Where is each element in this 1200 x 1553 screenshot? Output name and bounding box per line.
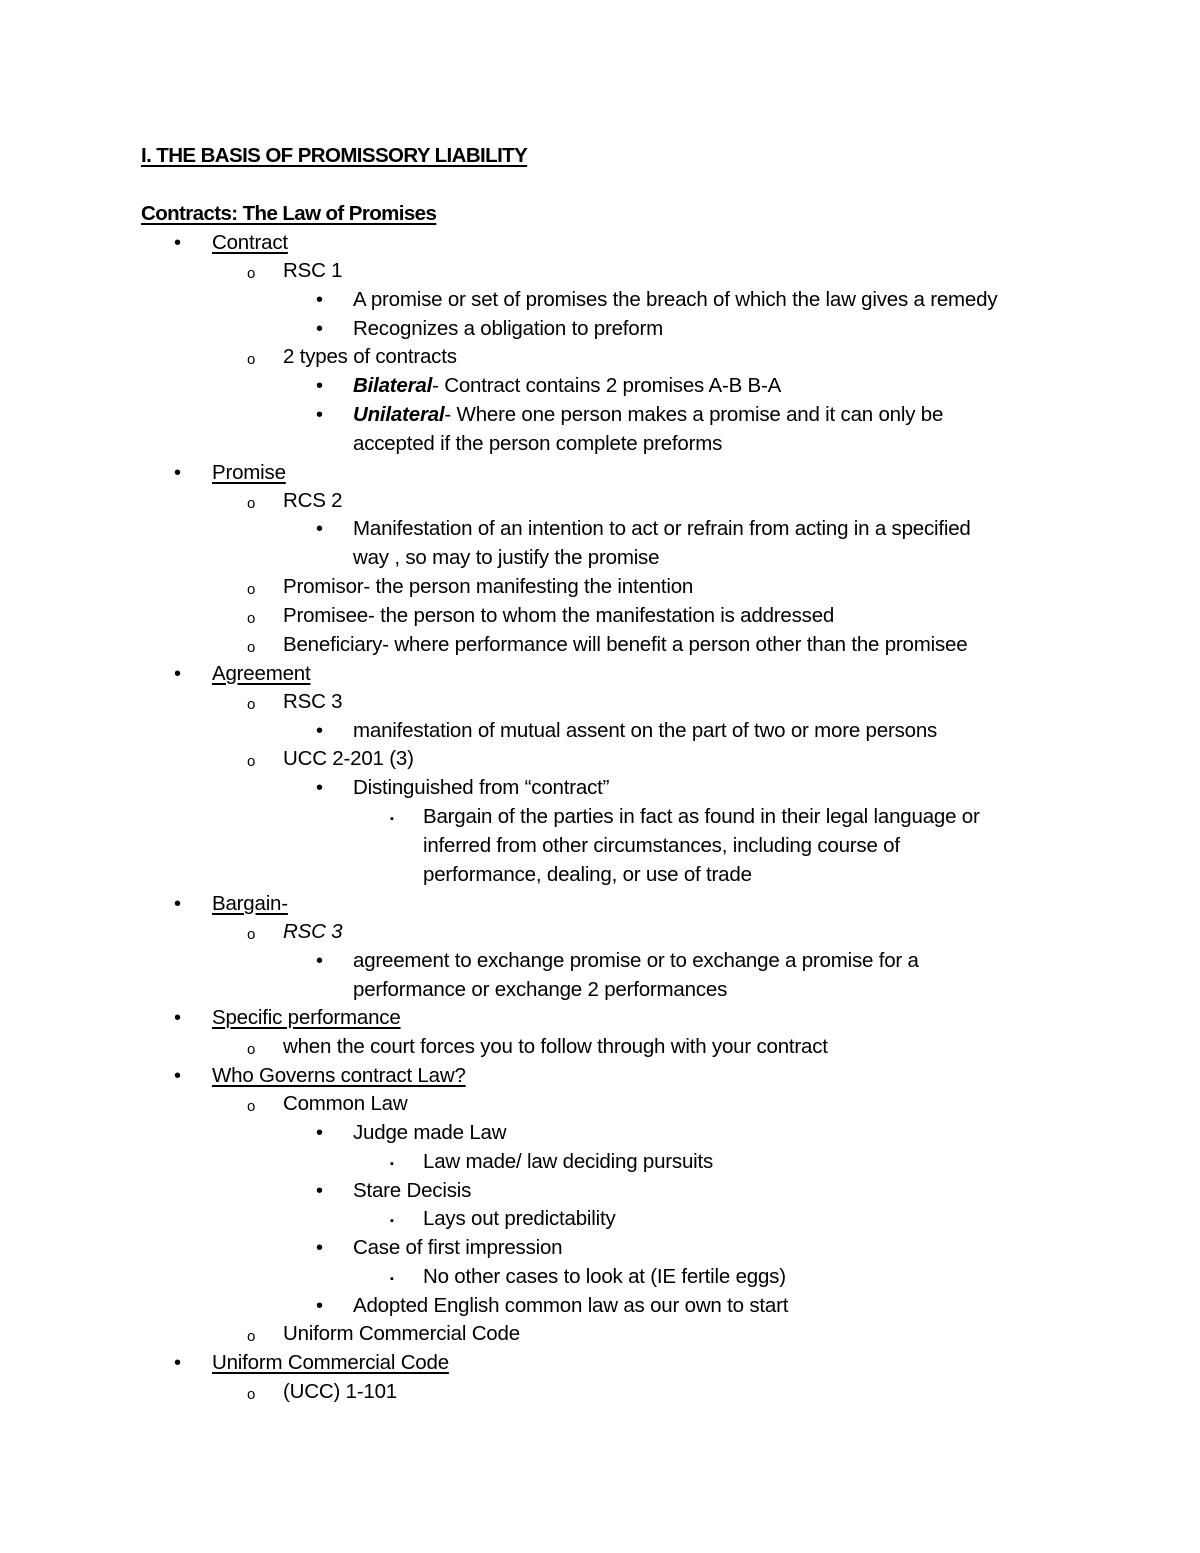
- bullet-icon: •: [316, 1122, 323, 1144]
- list-item-text: Judge made Law: [353, 1121, 507, 1144]
- list-item-text: inferred from other circumstances, including course of: [423, 834, 900, 857]
- list-item-text: 2 types of contracts: [283, 345, 457, 368]
- list-item-text: Bargain-: [212, 892, 288, 915]
- term-bilateral: Bilateral: [353, 374, 433, 397]
- bullet-icon: •: [174, 232, 181, 254]
- circle-bullet-icon: o: [247, 926, 256, 943]
- list-item-text: when the court forces you to follow through with your contract: [283, 1035, 828, 1058]
- circle-bullet-icon: o: [247, 495, 256, 512]
- bullet-icon: •: [316, 1295, 323, 1317]
- bullet-icon: •: [316, 1180, 323, 1202]
- list-item-text: Law made/ law deciding pursuits: [423, 1150, 714, 1173]
- bullet-icon: •: [316, 289, 323, 311]
- list-item-text: manifestation of mutual assent on the part of two or more persons: [353, 719, 938, 742]
- term-description: - Contract contains 2 promises A-B B-A: [432, 374, 782, 397]
- list-item-text: agreement to exchange promise or to exchange a promise for a: [353, 949, 919, 972]
- list-item-text: Distinguished from “contract”: [353, 776, 610, 799]
- list-item-text: RSC 3: [283, 920, 343, 943]
- list-item-text: Beneficiary- where performance will benefit a person other than the promisee: [283, 633, 968, 656]
- subheading-text: Contracts: The Law of Promises: [141, 202, 437, 225]
- list-item-text: Stare Decisis: [353, 1179, 472, 1202]
- list-item-text: Promisee- the person to whom the manifestation is addressed: [283, 604, 835, 627]
- bullet-icon: •: [174, 1352, 181, 1374]
- bullet-icon: •: [316, 720, 323, 742]
- bullet-icon: •: [174, 1007, 181, 1029]
- list-item-text: RSC 1: [283, 259, 343, 282]
- list-item-text: Who Governs contract Law?: [212, 1064, 466, 1087]
- list-item-text: Specific performance: [212, 1006, 401, 1029]
- circle-bullet-icon: o: [247, 265, 256, 282]
- list-item-text: Recognizes a obligation to preform: [353, 317, 663, 340]
- list-item-text: performance, dealing, or use of trade: [423, 863, 752, 886]
- bullet-icon: •: [316, 518, 323, 540]
- bullet-icon: •: [316, 777, 323, 799]
- bullet-icon: •: [316, 318, 323, 340]
- circle-bullet-icon: o: [247, 610, 256, 627]
- circle-bullet-icon: o: [247, 351, 256, 368]
- list-item-text: accepted if the person complete preforms: [353, 432, 723, 455]
- list-item-text: Contract: [212, 231, 288, 254]
- bullet-icon: •: [174, 893, 181, 915]
- circle-bullet-icon: o: [247, 1386, 256, 1403]
- list-item-text: RSC 3: [283, 690, 343, 713]
- list-item-text: Promisor- the person manifesting the intention: [283, 575, 694, 598]
- list-item-text: Case of first impression: [353, 1236, 563, 1259]
- square-bullet-icon: ▪: [390, 1215, 394, 1227]
- bullet-icon: •: [316, 950, 323, 972]
- bullet-icon: •: [316, 375, 323, 397]
- list-item-text: RCS 2: [283, 489, 343, 512]
- list-item-text: Agreement: [212, 662, 311, 685]
- term-description: - Where one person makes a promise and it can only be: [444, 403, 944, 426]
- bullet-icon: •: [316, 1237, 323, 1259]
- circle-bullet-icon: o: [247, 1098, 256, 1115]
- list-item-text: Manifestation of an intention to act or refrain from acting in a specified: [353, 517, 971, 540]
- list-item-text: Uniform Commercial Code: [283, 1322, 520, 1345]
- bullet-icon: •: [174, 462, 181, 484]
- bullet-icon: •: [316, 404, 323, 426]
- list-item-text: way , so may to justify the promise: [353, 546, 660, 569]
- bullet-icon: •: [174, 663, 181, 685]
- bullet-icon: •: [174, 1065, 181, 1087]
- term-unilateral: Unilateral: [353, 403, 445, 426]
- list-item-text: Common Law: [283, 1092, 408, 1115]
- list-item-text: Uniform Commercial Code: [212, 1351, 449, 1374]
- list-item-text: Lays out predictability: [423, 1207, 616, 1230]
- circle-bullet-icon: o: [247, 639, 256, 656]
- circle-bullet-icon: o: [247, 696, 256, 713]
- circle-bullet-icon: o: [247, 1328, 256, 1345]
- list-item-text: Adopted English common law as our own to start: [353, 1294, 789, 1317]
- square-bullet-icon: ▪: [390, 1273, 394, 1285]
- circle-bullet-icon: o: [247, 753, 256, 770]
- list-item-text: A promise or set of promises the breach of which the law gives a remedy: [353, 288, 998, 311]
- list-item-text: (UCC) 1-101: [283, 1380, 397, 1403]
- list-item-text: UCC 2-201 (3): [283, 747, 414, 770]
- heading-text: I. THE BASIS OF PROMISSORY LIABILITY: [141, 144, 528, 167]
- list-item-text: Promise: [212, 461, 286, 484]
- circle-bullet-icon: o: [247, 1041, 256, 1058]
- square-bullet-icon: ▪: [390, 1158, 394, 1170]
- circle-bullet-icon: o: [247, 581, 256, 598]
- list-item-text: No other cases to look at (IE fertile eggs): [423, 1265, 786, 1288]
- list-item-text: performance or exchange 2 performances: [353, 978, 728, 1001]
- square-bullet-icon: ▪: [390, 813, 394, 825]
- list-item-text: Bargain of the parties in fact as found in their legal language or: [423, 805, 980, 828]
